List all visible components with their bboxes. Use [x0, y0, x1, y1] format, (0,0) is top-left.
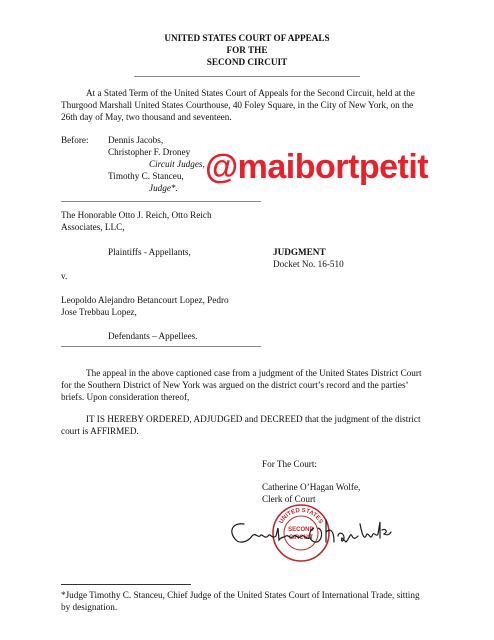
footnote-line-2: by designation. [61, 602, 118, 612]
judgment-title: JUDGMENT [273, 247, 326, 257]
heading-rule [134, 76, 360, 77]
judge-jacobs: Dennis Jacobs, [108, 135, 164, 145]
clerk-signature [222, 507, 392, 554]
intro-line-1: At a Stated Term of the United States Court of Appeals for the Second Circuit, held at the [86, 88, 415, 98]
caption-rule-bottom [61, 346, 261, 347]
intro-line-2: Thurgood Marshall United States Courthouse, 40 Foley Square, in the City of New York, on the [61, 100, 414, 110]
footnote-rule [61, 584, 191, 585]
clerk-name: Catherine O’Hagan Wolfe, [262, 482, 361, 492]
versus: v. [61, 271, 68, 281]
plaintiffs-line-1: The Honorable Otto J. Reich, Otto Reich [61, 210, 212, 220]
body-p1-line-3: briefs. Upon consideration thereof, [61, 392, 190, 402]
before-label: Before: [61, 135, 89, 145]
court-name-heading [0, 32, 494, 68]
plaintiffs-line-2: Associates, LLC, [61, 222, 125, 232]
circuit-judges-label: Circuit Judges, [149, 159, 205, 169]
defendants-line-1: Leopoldo Alejandro Betancourt Lopez, Pedro [61, 295, 229, 305]
for-the-court: For The Court: [262, 459, 317, 469]
watermark-text: @maibortpetit [205, 148, 429, 186]
clerk-title: Clerk of Court [262, 494, 316, 504]
judge-stanceu: Timothy C. Stanceu, [108, 171, 184, 181]
seal-middle-2: CIRCUIT [288, 535, 314, 541]
body-p1-line-1: The appeal in the above captioned case from a judgment of the United States District Court [86, 368, 422, 378]
footnote-line-1: *Judge Timothy C. Stanceu, Chief Judge of the United States Court of International Trade, sitting [61, 590, 420, 600]
defendants-line-2: Jose Trebbau Lopez, [61, 307, 137, 317]
body-p1-line-2: for the Southern District of New York was argued on the district court’s record and the parties’ [61, 380, 409, 390]
seal-top-text: UNITED STATES [278, 507, 324, 525]
body-p2-line-2: court is AFFIRMED. [61, 426, 139, 436]
body-p2-line-1: IT IS HEREBY ORDERED, ADJUDGED and DECREED that the judgment of the district [86, 414, 421, 424]
defendants-role: Defendants – Appellees. [108, 331, 198, 341]
judge-droney: Christopher F. Droney [108, 147, 191, 157]
heading-line-1: UNITED STATES COURT OF APPEALS [164, 33, 330, 43]
heading-line-2: FOR THE [226, 45, 268, 55]
judge-designation-label: Judge*. [149, 183, 178, 193]
seal-middle-1: SECOND [288, 527, 314, 533]
plaintiffs-role: Plaintiffs - Appellants, [108, 247, 191, 257]
docket-number: Docket No. 16-510 [273, 259, 344, 269]
heading-line-3: SECOND CIRCUIT [206, 57, 288, 67]
caption-rule-top [61, 201, 261, 202]
intro-line-3: 26th day of May, two thousand and seventeen. [61, 112, 232, 122]
